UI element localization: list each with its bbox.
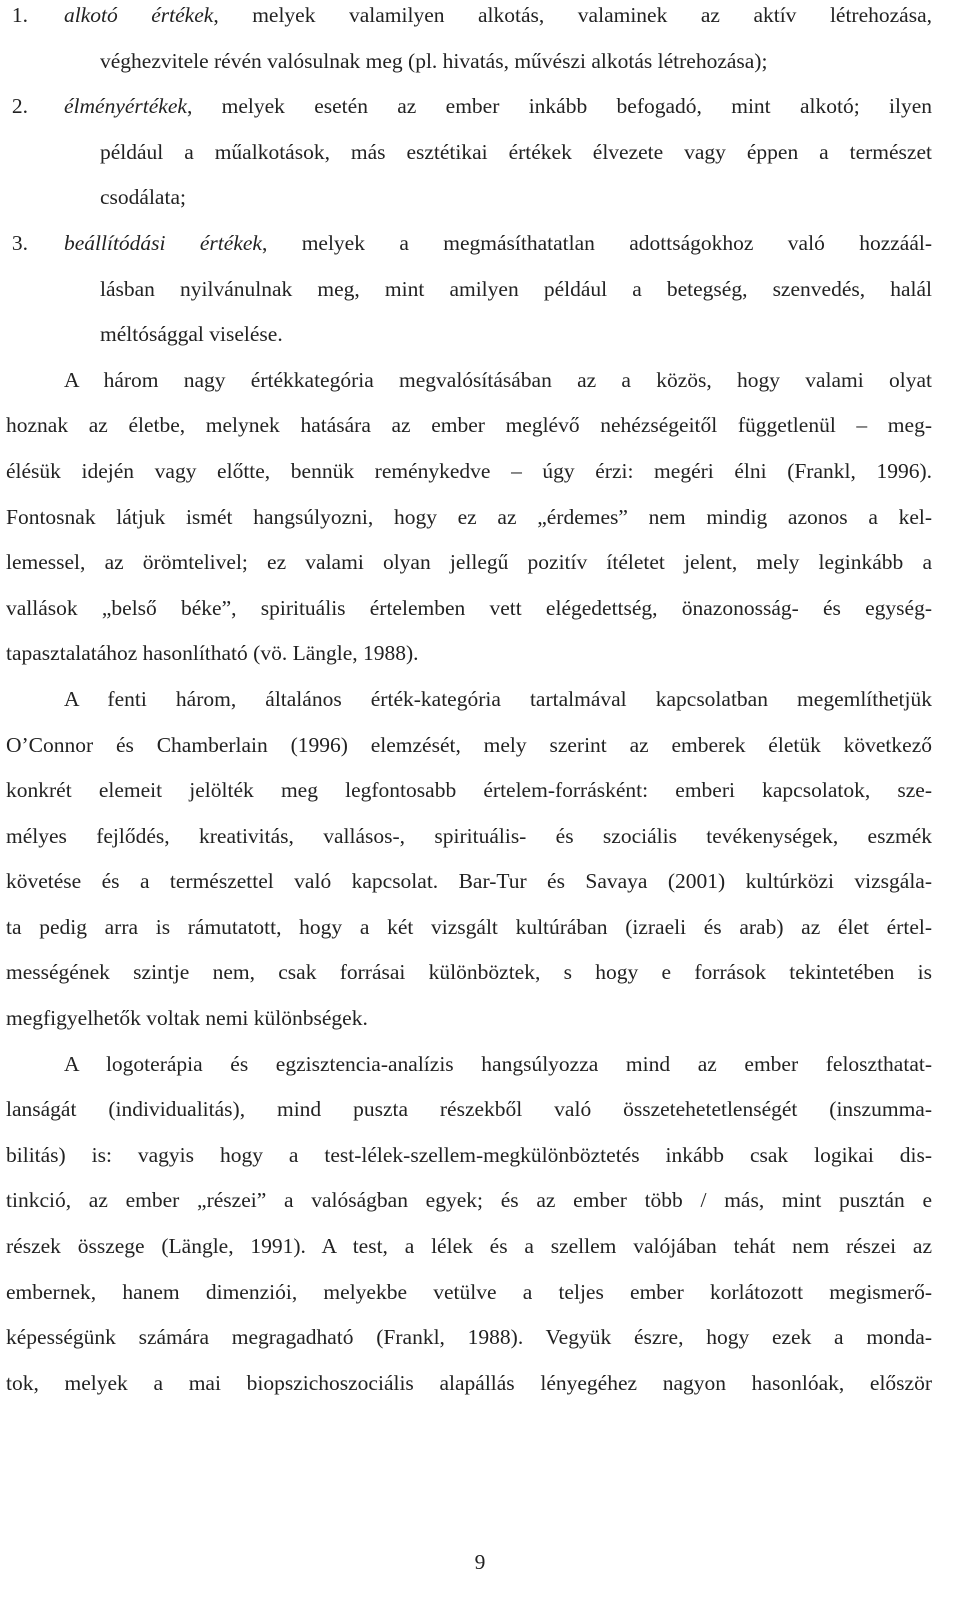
document-page [6,0,932,1413]
paragraph-line: élésük idején vagy előtte, bennük reménykedve – úgy érzi: megéri élni (Frankl, 1996). [6,458,932,483]
list-term: alkotó értékek [64,3,214,27]
paragraph-line: Fontosnak látjuk ismét hangsúlyozni, hogy ez az „érdemes” nem mindig azonos a kel- [6,504,932,529]
list-item-3-cont: lásban nyilvánulnak meg, mint amilyen például a betegség, szenvedés, halál [100,276,932,301]
paragraph-line: tapasztalatához hasonlítható (vö. Längle, 1988). [6,641,419,666]
paragraph-line: képességünk számára megragadható (Frankl, 1988). Vegyük észre, hogy ezek a monda- [6,1325,932,1350]
list-text: , melyek esetén az ember inkább befogadó, mint alkotó; ilyen [186,94,932,119]
paragraph-line: mélyes fejlődés, kreativitás, vallásos-, spirituális- és szociális tevékenységek, eszmék [6,823,932,848]
paragraph [6,1049,932,1414]
paragraph-line: vallások „belső béke”, spirituális értelemben vett elégedettség, önazonosság- és egység- [6,595,932,620]
paragraph-line: lanságát (individualitás), mind puszta részekből való összetehetetlenségét (inszumma- [6,1097,932,1122]
list-item-2-cont: csodálata; [100,185,186,210]
list-text: , melyek a megmásíthatatlan adottságokhoz való hozzáál- [261,230,932,255]
paragraph-line: ta pedig arra is rámutatott, hogy a két vizsgált kultúrában (izraeli és arab) az élet értel- [6,914,932,939]
list-item-3-cont: méltósággal viselése. [100,322,283,347]
paragraph [6,365,932,684]
paragraph-line: O’Connor és Chamberlain (1996) elemzését, mely szerint az emberek életük következő [6,732,932,757]
paragraph-line: bilitás) is: vagyis hogy a test-lélek-szellem-megkülönböztetés inkább csak logikai dis- [6,1142,932,1167]
list-item-2 [6,91,932,137]
list-item-1-cont: véghezvitele révén valósulnak meg (pl. hivatás, művészi alkotás létrehozása); [100,48,768,73]
paragraph-line: részek összege (Längle, 1991). A test, a lélek és a szellem valójában tehát nem részei az [6,1234,932,1259]
list-item-3 [6,228,932,274]
paragraph-line: hoznak az életbe, melynek hatására az ember meglévő nehézségeitől függetlenül – meg- [6,413,932,438]
paragraph-line: mességének szintje nem, csak forrásai különböztek, s hogy e források tekintetében is [6,960,932,985]
paragraph-line: megfigyelhetők voltak nemi különbségek. [6,1006,368,1031]
list-item-1 [6,0,932,46]
list-number: 3. [11,230,28,255]
paragraph-line: embernek, hanem dimenziói, melyekbe vetülve a teljes ember korlátozott megismerő- [6,1279,932,1304]
paragraph-line: tok, melyek a mai biopszichoszociális alapállás lényegéhez nagyon hasonlóak, először [6,1370,932,1395]
paragraph-line: lemessel, az örömtelivel; ez valami olyan jellegű pozitív ítéletet jelent, mely leginkább a [6,550,932,575]
page-number: 9 [474,1550,486,1574]
list-text: , melyek valamilyen alkotás, valaminek az aktív létrehozása, [213,3,932,27]
paragraph-line: tinkció, az ember „részei” a valóságban egyek; és az ember több / más, mint pusztán e [6,1188,932,1213]
list-number: 2. [11,94,28,119]
paragraph-line: követése és a természettel való kapcsolat. Bar-Tur és Savaya (2001) kultúrközi vizsgála- [6,869,932,894]
paragraph [6,684,932,1049]
list-number: 1. [11,3,28,27]
paragraph-line: A három nagy értékkategória megvalósításában az a közös, hogy valami olyat [64,367,932,392]
paragraph-line: A fenti három, általános érték-kategória tartalmával kapcsolatban megemlíthetjük [64,686,932,711]
list-item-2-cont: például a műalkotások, más esztétikai értékek élvezete vagy éppen a természet [100,139,932,164]
paragraph-line: konkrét elemeit jelölték meg legfontosabb értelem-forrásként: emberi kapcsolatok, sze- [6,778,932,803]
list-term: beállítódási értékek [64,230,262,255]
list-term: élményértékek [64,94,187,119]
paragraph-line: A logoterápia és egzisztencia-analízis hangsúlyozza mind az ember feloszthatat- [64,1051,932,1076]
